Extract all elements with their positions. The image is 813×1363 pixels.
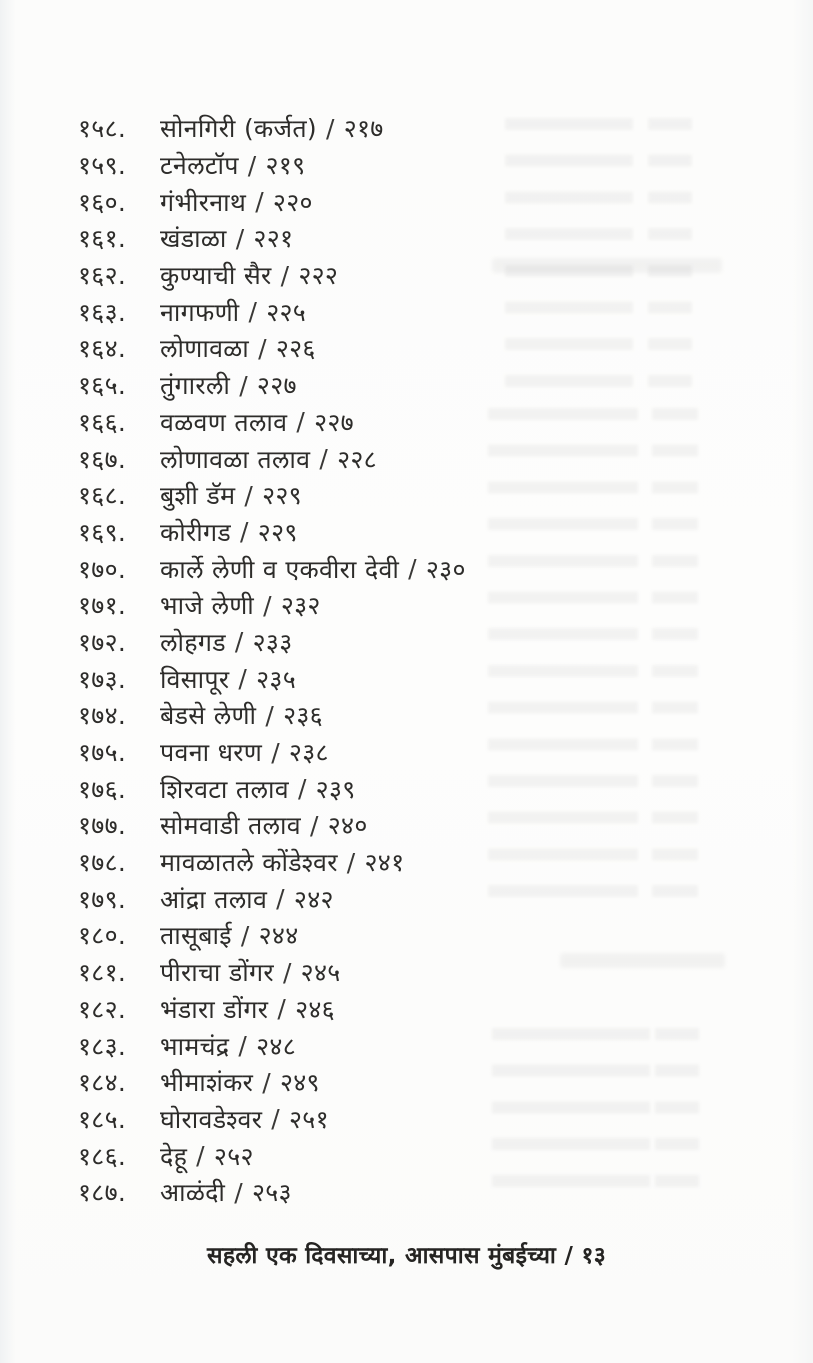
- toc-entry-title: लोहगड: [160, 627, 226, 657]
- toc-separator: /: [282, 957, 292, 987]
- toc-entry-title: सोनगिरी (कर्जत): [160, 114, 317, 144]
- toc-separator: /: [271, 1104, 280, 1134]
- toc-entry-title: भामचंद्र: [160, 1031, 230, 1061]
- toc-separator: /: [255, 187, 264, 217]
- toc-row: [78, 1064, 738, 1101]
- toc-row: [78, 367, 738, 404]
- toc-entry-number: १८३.: [78, 1031, 127, 1061]
- toc-row: [78, 697, 738, 734]
- toc-entry-page: २२६: [275, 334, 316, 364]
- toc-entry-title: आंद्रा तलाव: [160, 884, 268, 914]
- toc-entry-title: लोणावळा तलाव: [160, 444, 311, 474]
- toc-separator: /: [263, 590, 272, 620]
- page-footer: सहली एक दिवसाच्या, आसपास मुंबईच्या / १३: [206, 1243, 607, 1269]
- toc-entry-page: २२५: [266, 297, 307, 327]
- toc-row: [78, 220, 738, 257]
- toc-entry-title: खंडाळा: [160, 224, 227, 254]
- toc-entry-page: २४०: [327, 811, 368, 841]
- toc-entry-title: वळवण तलाव: [160, 407, 288, 437]
- toc-entry-page: २३८: [288, 738, 329, 768]
- toc-entry-number: १६९.: [78, 517, 127, 547]
- toc-entry-page: २४४: [258, 921, 299, 951]
- toc-row: [78, 293, 738, 330]
- toc-separator: /: [276, 884, 285, 914]
- toc-separator: /: [247, 150, 257, 180]
- toc-entry-title: मावळातले कोंडेश्वर: [160, 848, 338, 878]
- toc-entry-page: २५३: [251, 1178, 292, 1208]
- toc-entry-number: १६८.: [78, 481, 127, 511]
- toc-entry-number: १७८.: [78, 848, 127, 878]
- toc-separator: /: [310, 810, 319, 840]
- toc-entry-page: २४५: [300, 958, 341, 988]
- toc-entry-page: २३५: [256, 664, 297, 694]
- toc-entry-page: २१७: [343, 114, 384, 144]
- toc-row: [78, 514, 738, 551]
- toc-entry-number: १७६.: [78, 774, 127, 804]
- toc-row: [78, 1174, 738, 1211]
- toc-entry-number: १८१.: [78, 958, 127, 988]
- toc-entry-title: नागफणी: [160, 297, 240, 327]
- toc-entry-page: २२२: [298, 261, 339, 291]
- toc-separator: /: [280, 260, 290, 290]
- toc-entry-page: २४१: [364, 848, 405, 878]
- toc-entry-number: १६४.: [78, 334, 127, 364]
- toc-entry-page: २३२: [280, 591, 321, 621]
- toc-row: [78, 1137, 738, 1174]
- toc-separator: /: [196, 1141, 205, 1171]
- toc-entry-page: २५१: [289, 1104, 329, 1134]
- toc-entry-title: बुशी डॅम: [160, 481, 236, 511]
- toc-entry-number: १७९.: [78, 884, 127, 914]
- toc-entry-number: १६७.: [78, 444, 127, 474]
- toc-entry-page: २२१: [253, 224, 294, 254]
- toc-entry-title: भाजे लेणी: [160, 591, 255, 621]
- toc-entry-title: शिरवटा तलाव: [160, 774, 289, 804]
- toc-entry-page: २४८: [256, 1031, 296, 1061]
- toc-separator: /: [296, 407, 306, 437]
- toc-entry-number: १७३.: [78, 664, 127, 694]
- toc-entry-page: २४२: [293, 884, 334, 914]
- toc-entry-number: १७५.: [78, 738, 127, 768]
- toc-row: [78, 624, 738, 661]
- toc-entry-page: २४९: [279, 1068, 320, 1098]
- toc-row: [78, 954, 738, 991]
- toc-row: [78, 807, 738, 844]
- toc-separator: /: [265, 700, 275, 730]
- toc-row: [78, 917, 738, 954]
- toc-row: [78, 183, 738, 220]
- toc-row: [78, 110, 738, 147]
- toc-row: [78, 1027, 738, 1064]
- toc-separator: /: [408, 554, 417, 584]
- toc-separator: /: [271, 737, 280, 767]
- toc-entry-page: २२०: [272, 187, 313, 217]
- toc-separator: /: [258, 333, 267, 363]
- toc-separator: /: [238, 1031, 248, 1061]
- toc-row: [78, 880, 738, 917]
- toc-entry-number: १७४.: [78, 701, 127, 731]
- toc-entry-page: २२७: [256, 371, 297, 401]
- toc-entry-title: कार्ले लेणी व एकवीरा देवी: [160, 554, 400, 584]
- toc-entry-number: १६६.: [78, 407, 127, 437]
- toc-row: [78, 404, 738, 441]
- toc-entry-number: १६२.: [78, 261, 127, 291]
- toc-row: [78, 660, 738, 697]
- toc-row: [78, 734, 738, 771]
- toc-separator: /: [240, 920, 250, 950]
- toc-separator: /: [238, 664, 248, 694]
- toc-separator: /: [234, 1177, 243, 1207]
- toc-entry-page: २४६: [295, 994, 335, 1024]
- toc-entry-title: विसापूर: [160, 664, 230, 694]
- toc-entry-title: आळंदी: [160, 1178, 226, 1208]
- toc-entry-number: १६१.: [78, 224, 127, 254]
- toc-entry-title: पीराचा डोंगर: [160, 958, 274, 988]
- toc-entry-page: २५२: [213, 1141, 254, 1171]
- toc-entry-number: १५९.: [78, 151, 127, 181]
- toc-row: [78, 147, 738, 184]
- toc-row: [78, 440, 738, 477]
- toc-entry-title: पवना धरण: [160, 738, 263, 768]
- toc-separator: /: [277, 994, 287, 1024]
- toc-separator: /: [235, 223, 245, 253]
- toc-entry-title: कोरीगड: [160, 517, 232, 547]
- toc-entry-page: २३६: [283, 701, 323, 731]
- toc-entry-title: घोरावडेश्वर: [160, 1104, 263, 1134]
- toc-row: [78, 330, 738, 367]
- toc-entry-title: बेडसे लेणी: [160, 701, 257, 731]
- toc-entry-number: १६५.: [78, 371, 127, 401]
- toc-row: [78, 991, 738, 1028]
- toc-entry-number: १६३.: [78, 297, 127, 327]
- toc-row: [78, 844, 738, 881]
- toc-row: [78, 587, 738, 624]
- toc-entry-page: २३३: [252, 627, 293, 657]
- toc-row: [78, 770, 738, 807]
- toc-entry-page: २२९: [262, 481, 302, 511]
- toc-separator: /: [234, 627, 244, 657]
- toc-row: [78, 550, 738, 587]
- toc-entry-number: १५८.: [78, 114, 127, 144]
- toc-entry-title: तुंगारली: [160, 371, 231, 401]
- toc-separator: /: [319, 444, 329, 474]
- toc-separator: /: [297, 774, 307, 804]
- toc-entry-number: १८२.: [78, 994, 127, 1024]
- toc-entry-title: टनेलटॉप: [160, 151, 239, 181]
- toc-entry-number: १८५.: [78, 1104, 127, 1134]
- toc-entry-number: १८४.: [78, 1068, 127, 1098]
- toc-entry-page: २३९: [315, 774, 356, 804]
- toc-row: [78, 477, 738, 514]
- toc-entry-title: भीमाशंकर: [160, 1068, 254, 1098]
- toc-entry-title: देहू: [160, 1141, 188, 1171]
- toc-entry-number: १८०.: [78, 921, 127, 951]
- toc-entry-number: १६०.: [78, 187, 127, 217]
- toc-row: [78, 1101, 738, 1138]
- toc-entry-number: १७२.: [78, 627, 127, 657]
- toc-separator: /: [239, 370, 248, 400]
- toc-separator: /: [248, 297, 258, 327]
- toc-entry-page: २२८: [337, 444, 377, 474]
- toc-separator: /: [240, 517, 249, 547]
- toc-entry-title: सोमवाडी तलाव: [160, 811, 301, 841]
- toc-entry-number: १८७.: [78, 1178, 127, 1208]
- toc-entry-number: १७७.: [78, 811, 127, 841]
- toc-entry-title: लोणावळा: [160, 334, 250, 364]
- toc-entry-number: १७१.: [78, 591, 127, 621]
- toc-entry-page: २२७: [314, 407, 354, 437]
- toc-entry-title: गंभीरनाथ: [160, 187, 247, 217]
- toc-separator: /: [346, 847, 356, 877]
- toc-separator: /: [325, 113, 335, 143]
- toc-entry-title: भंडारा डोंगर: [160, 994, 269, 1024]
- toc-entry-number: १८६.: [78, 1141, 127, 1171]
- toc-entry-page: २२९: [257, 517, 298, 547]
- toc-entry-number: १७०.: [78, 554, 127, 584]
- toc-separator: /: [262, 1067, 271, 1097]
- toc-entry-page: २३०: [425, 554, 466, 584]
- toc-entry-title: कुण्याची सैर: [160, 261, 272, 291]
- toc-entry-title: तासूबाई: [160, 921, 232, 951]
- toc-row: [78, 257, 738, 294]
- toc-separator: /: [244, 480, 254, 510]
- toc-entry-page: २१९: [265, 151, 306, 181]
- toc-list: [78, 110, 738, 1211]
